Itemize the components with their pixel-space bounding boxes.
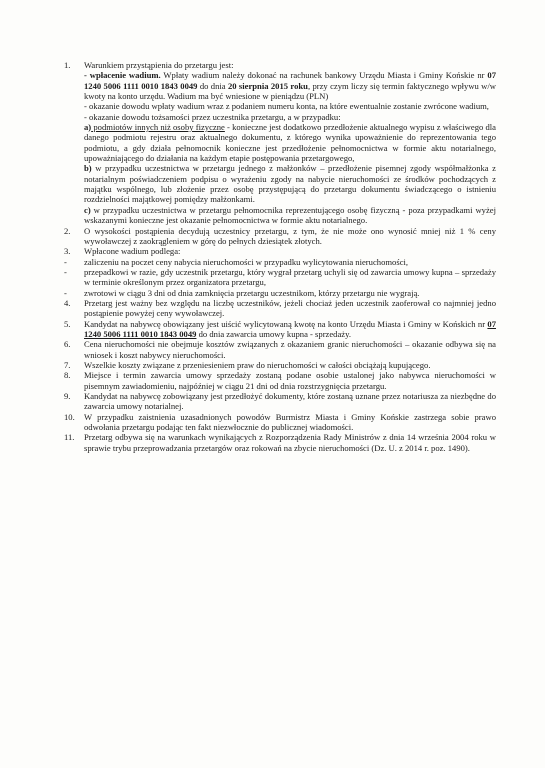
item-1-proof: - okazanie dowodu wpłaty wadium wraz z podaniem numeru konta, na które ewentualnie zostanie zwrócone wadium, bbox=[84, 101, 489, 112]
list-item-3-dash-1: - zaliczeniu na poczet ceny nabycia nieruchomości w przypadku wylicytowania nieruchomości, bbox=[64, 256, 409, 267]
list-item-11: 11. Przetarg odbywa się na warunkach wynikających z Rozporządzenia Rady Ministrów z dnia 14 września 2004 roku w sprawie trybu przeprowadzania przetargów oraz rokowań na zbycie nieruchomości (Dz. U. z 2014 r. poz. 1490). bbox=[64, 432, 496, 453]
bank-account-number: 07 1240 5006 1111 0010 1843 0049 bbox=[84, 70, 496, 91]
list-item-6: 6. Cena nieruchomości nie obejmuje kosztów związanych z okazaniem granic nieruchomości – okazanie odbywa się na wniosek i koszt nabywcy nieruchomości. bbox=[64, 339, 496, 360]
item-1-intro: Warunkiem przystąpienia do przetargu jest: bbox=[84, 60, 234, 70]
item-1-a: a) podmiotów innych niż osoby fizyczne - konieczne jest dodatkowo przedłożenie aktualnego wypisu z właściwego dla danego podmiotu rejestru oraz aktualnego dokumentu, z którego wynika upoważnienie do reprezentowania tego podmiotu, a gdy działa pełnomocnik konieczne jest przedłożenie pełnomocnictwa w formie aktu notarialnego, upoważniającego do działania na każdym etapie postępowania przetargowego, bbox=[84, 122, 496, 164]
list-item-3: 3. Wpłacone wadium podlega: bbox=[64, 246, 181, 257]
item-1-c: c) w przypadku uczestnictwa w przetargu pełnomocnika reprezentującego osobę fizyczną - poza przypadkami wyżej wskazanymi konieczne jest okazanie pełnomocnictwa w formie aktu notarialnego. bbox=[84, 204, 496, 226]
deadline-date: 20 sierpnia 2015 roku bbox=[227, 80, 308, 91]
document-body bbox=[64, 60, 496, 453]
item-number: 1. bbox=[64, 60, 71, 70]
list-item-3-dash-3: - zwrotowi w ciągu 3 dni od dnia zamknięcia przetargu uczestnikom, którzy przetargu nie wygrają. bbox=[64, 287, 420, 298]
list-item-7: 7. Wszelkie koszty związane z przeniesieniem praw do nieruchomości w całości obciążają kupującego. bbox=[64, 359, 431, 370]
list-item-10: 10. W przypadku zaistnienia uzasadnionych powodów Burmistrz Miasta i Gminy Końskie zastrzega sobie prawo odwołania przetargu podając ten fakt niezwłocznie do publicznej wiadomości. bbox=[64, 411, 496, 433]
list-item-3-dash-2: - przepadkowi w razie, gdy uczestnik przetargu, który wygrał przetarg uchyli się od zawarcia umowy kupna – sprzedaży w terminie określonym przez organizatora przetargu, bbox=[64, 266, 496, 288]
list-item-5: 5. Kandydat na nabywcę obowiązany jest uiścić wylicytowaną kwotę na konto Urzędu Miasta i Gminy w Końskich nr 07 1240 5006 1111 0010 1843 0049 do dnia zawarcia umowy kupna - sprzedaży. bbox=[64, 318, 496, 339]
list-item-9: 9. Kandydat na nabywcę zobowiązany jest przedłożyć dokumenty, które zostaną uznane przez notariusza za niezbędne do zawarcia umowy notarialnej. bbox=[64, 391, 496, 412]
list-item-2: 2. O wysokości postąpienia decydują uczestnicy przetargu, z tym, że nie może ono wynosić mniej niż 1 % ceny wywoławczej z zaokrągleniem w górę do pełnych dziesiątek złotych. bbox=[64, 225, 496, 246]
list-item-4: 4. Przetarg jest ważny bez względu na liczbę uczestników, jeżeli chociaż jeden uczestnik zaoferował co najmniej jedno postąpienie powyżej ceny wywoławczej. bbox=[64, 297, 496, 319]
entity-underlined: podmiotów innych niż osoby fizyczne bbox=[91, 122, 225, 133]
list-item-1 bbox=[64, 60, 496, 226]
item-1-b: b) w przypadku uczestnictwa w przetargu jednego z małżonków – przedłożenie pisemnej zgody współmałżonka z notarialnym poświadczeniem podpisu o wyrażeniu zgody na nabycie nieruchomości ze środków pochodzących z majątku wspólnego, lub złożenie przez osobę przystępującą do przetargu dokumentu świadczącego o istnieniu rozdzielności majątkowej pomiędzy małżonkami. bbox=[84, 163, 496, 205]
list-item-8: 8. Miejsce i termin zawarcia umowy sprzedaży zostaną podane osobie ustalonej jako nabywca nieruchomości w pisemnym zawiadomieniu, najpóźniej w ciągu 21 dni od dnia rozstrzygnięcia przetargu. bbox=[64, 370, 496, 391]
item-1-wadium: - wpłacenie wadium. Wpłaty wadium należy dokonać na rachunek bankowy Urzędu Miasta i Gminy Końskie nr 07 1240 5006 1111 0010 1843 0049 do dnia 20 sierpnia 2015 roku, przy czym liczy się termin faktycznego wpływu w/w kwoty na konto urzędu. Wadium ma być wniesione w pieniądzu (PLN) bbox=[84, 70, 496, 102]
bank-account-number-2: 07 1240 5006 1111 0010 1843 0049 bbox=[84, 318, 496, 339]
item-1-identity: - okazanie dowodu tożsamości przez uczestnika przetargu, a w przypadku: bbox=[84, 111, 341, 122]
wadium-heading: - wpłacenie wadium. bbox=[84, 70, 161, 81]
